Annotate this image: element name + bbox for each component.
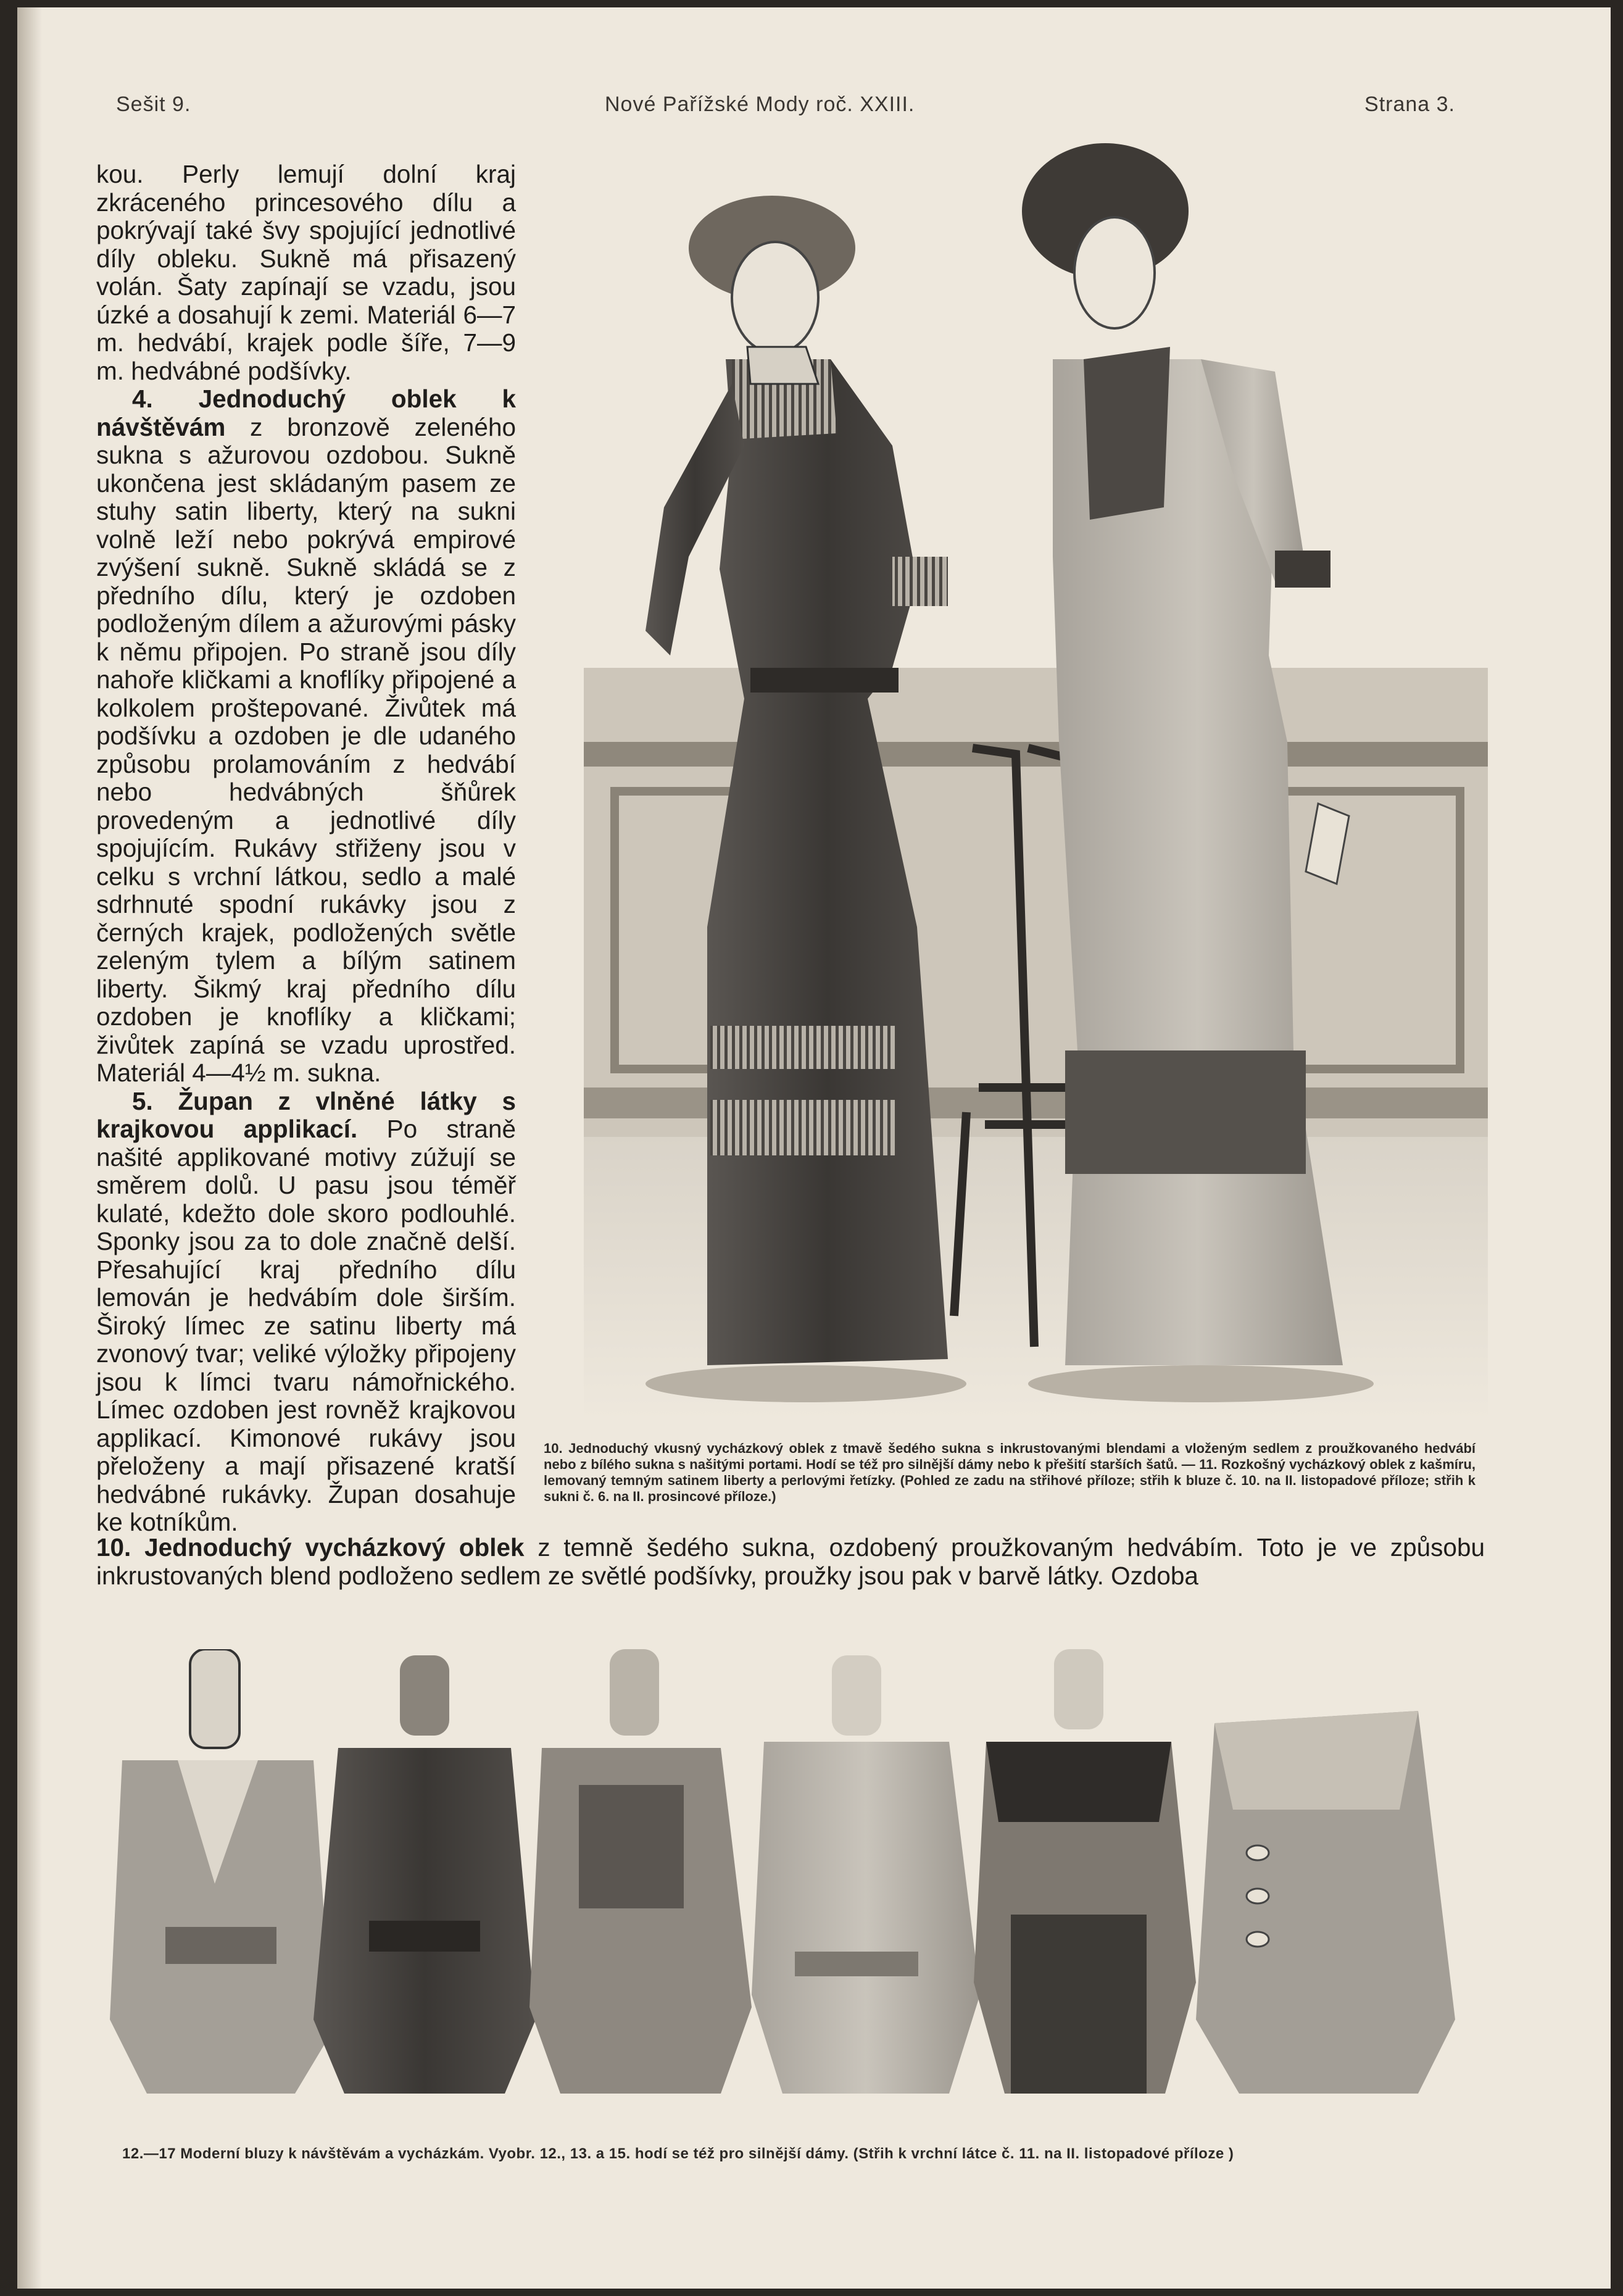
magazine-page — [17, 7, 1611, 2289]
item-4-title: 4. Jednoduchý oblek k návštěvám — [96, 385, 516, 441]
item-4-text: z bronzově zeleného sukna s ažurovou ozdobou. Sukně ukončena jest skládaným pasem ze stuhy satin liberty, který na sukni volně leží nebo pokrývá empirové zvýšení sukně. Sukně skládá se z předního dílu, který je ozdoben podloženým dílem a ažurovými pásky k němu připojen. Po straně jsou díly nahoře kličkami a knoflíky připojené a kolkolem proštepované. Živůtek má podšívku a ozdoben je dle udaného způsobu prolamováním z hedvábí nebo hedvábných šňůrek provedeným a jednotlivé díly spojujícím. Rukávy střiženy jsou v celku s vrchní látkou, sedlo a malé sdrhnuté spodní rukávky jsou z černých krajek, podložených světle zeleným tylem a bílým satinem liberty. Šikmý kraj předního dílu ozdoben je knoflíky a kličkami; živůtek zapíná se vzadu uprostřed. Materiál 4—4½ m. sukna. — [96, 412, 516, 1087]
item-10-paragraph — [96, 1533, 1485, 1590]
item-5-paragraph — [96, 1088, 516, 1537]
blouse-16 — [974, 1649, 1196, 2094]
header-issue: Sešit 9. — [116, 93, 191, 116]
item-5-title: 5. Župan z vlněné látky s krajkovou applikací. — [96, 1086, 516, 1143]
blouse-17 — [1196, 1711, 1455, 2094]
item-5-text: Po straně našité applikované motivy zúžují se směrem dolů. U pasu jsou téměř kulaté, kdežto dole skoro podlouhlé. Sponky jsou za to dole značně delší. Přesahující kraj předního dílu lemován je hedvábím dole širším. Široký límec ze satinu liberty má zvonový tvar; veliké výložky připojeny jsou k límci tvaru námořnického. Límec ozdoben jest rovněž krajkovou applikací. Kimonové rukávy jsou přeloženy a mají přisazené kratší hedvábné rukávky. Župan dosahuje ke kotníkům. — [96, 1115, 516, 1536]
item-10-text: z temně šedého sukna, ozdobený proužkovaným hedvábím. Toto je ve způsobu inkrustovaných blend podloženo sedlem ze světlé podšívky, proužky jsou pak v barvě látky. Ozdoba — [96, 1533, 1485, 1590]
blouse-13 — [313, 1655, 536, 2094]
item-10-text-block — [96, 1533, 1485, 1590]
blouses-caption: 12.—17 Moderní bluzy k návštěvám a vycházkám. Vyobr. 12., 13. a 15. hodí se též pro silnější dámy. (Střih k vrchní látce č. 11. na II. listopadové příloze ) — [122, 2145, 1234, 2162]
running-header — [116, 93, 1455, 130]
item-4-paragraph — [96, 385, 516, 1088]
header-page-number: Strana 3. — [1364, 93, 1455, 116]
binding-shadow — [17, 7, 42, 2289]
header-title: Nové Pařížské Mody roč. XXIII. — [605, 93, 915, 116]
blouses-illustration — [110, 1649, 1486, 2094]
blouse-14 — [529, 1649, 752, 2094]
item-10-title: 10. Jednoduchý vycházkový oblek — [96, 1533, 525, 1562]
plate-caption: 10. Jednoduchý vkusný vycházkový oblek z tmavě šedého sukna s inkrustovanými blendami a vloženým sedlem z proužkovaného hedvábí nebo z bílého sukna s našitými portami. Hodí se též pro silnější dámy nebo k přešití starších šatů. — 11. Rozkošný vycházkový oblek z kašmíru, lemovaný temným satinem liberty a perlovými řetízky. (Pohled ze zadu na střihové příloze; střih k bluze č. 10. na II. listopadové příloze; střih k sukni č. 6. na II. prosincové příloze.) — [544, 1441, 1476, 1504]
blouse-12 — [110, 1649, 332, 2094]
paragraph-continuation: kou. Perly lemují dolní kraj zkráceného princesového dílu a pokrývají také švy spojující jednotlivé díly obleku. Sukně má přisazený volán. Šaty zapínají se vzadu, jsou úzké a dosahují k zemi. Materiál 6—7 m. hedvábí, krajek podle šíře, 7—9 m. hedvábné podšívky. — [96, 160, 516, 385]
left-text-column — [96, 160, 516, 1537]
fashion-plate-illustration — [547, 125, 1488, 1421]
blouse-15 — [752, 1655, 980, 2094]
